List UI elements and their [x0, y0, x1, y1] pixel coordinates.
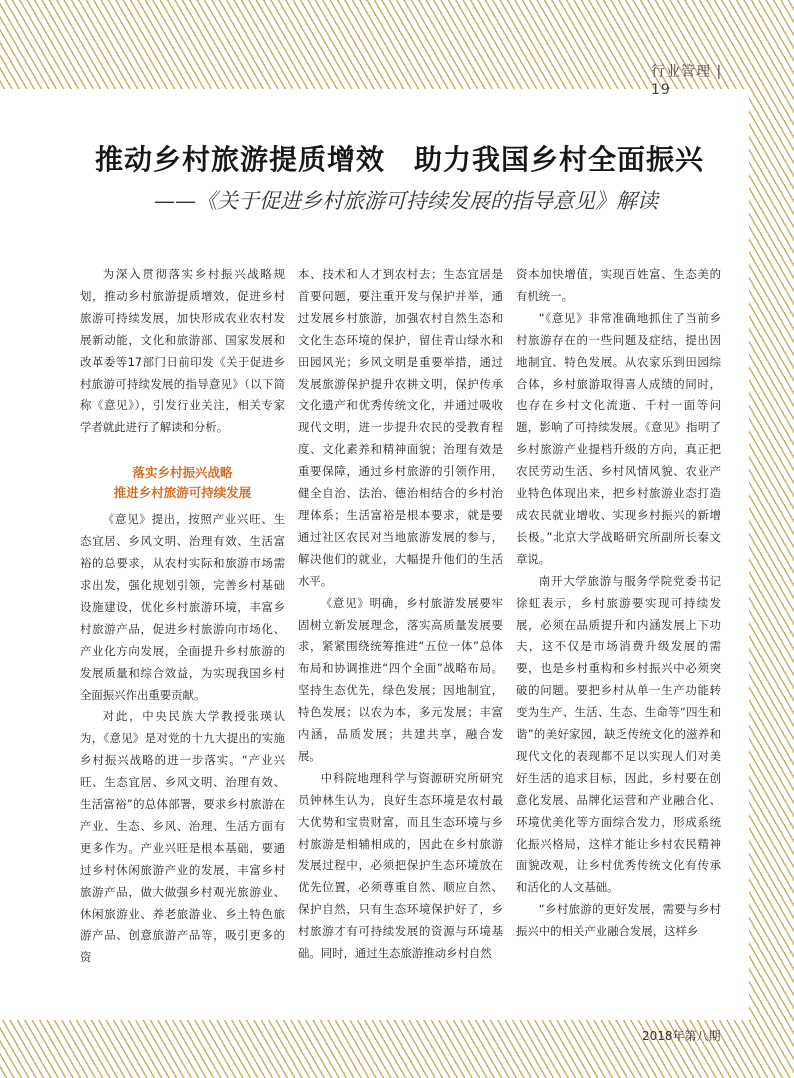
page-header: 行业管理 | 19	[651, 64, 723, 98]
section-heading-line: 推进乡村旅游可持续发展	[113, 485, 252, 501]
section-heading	[80, 463, 285, 503]
paragraph: 中科院地理科学与资源研究所研究员钟林生认为，良好生态环境是农村最大优势和宝贵财富，而且生态环境与乡村旅游是相辅相成的，因此在乡村旅游发展过程中，必须把保护生态环境放在优先位置，必须尊重自然、顺应自然、保护自然，只有生态环境保护好了，乡村旅游才有可持续发展的资源与环境基础。同时，通过生态旅游推动乡村自然	[298, 770, 503, 961]
issue-label: 2018年第八期	[642, 1029, 721, 1043]
paragraph: 《意见》提出，按照产业兴旺、生态宜居、乡风文明、治理有效、生活富裕的总要求，从农村实际和旅游市场需求出发，强化规划引领，完善乡村基础设施建设，优化乡村旅游环境，丰富乡村旅游产品，促进乡村旅游向市场化、产业化方向发展，全面提升乡村旅游的发展质量和综合效益，为实现我国乡村全面振兴作出重要贡献。	[80, 512, 285, 702]
article-subtitle: ——《关于促进乡村旅游可持续发展的指导意见》解读	[154, 189, 658, 213]
paragraph: 资本加快增值，实现百姓富、生态美的有机统一。	[516, 267, 721, 303]
article-title: 推动乡村旅游提质增效 助力我国乡村全面振兴	[95, 143, 705, 176]
paragraph: 本、技术和人才到农村去；生态宜居是首要问题，要注重开发与保护并举，通过发展乡村旅游，加强农村自然生态和文化生态环境的保护，留住青山绿水和田园风光；乡风文明是重要举措，通过发展旅游保护提升农耕文明，保护传承文化遗产和优秀传统文化，并通过吸收现代文明，进一步提升农民的受教育程度、文化素养和精神面貌；治理有效是重要保障，通过乡村旅游的引领作用，健全自治、法治、德治相结合的乡村治理体系；生活富裕是根本要求，就是要通过社区农民对当地旅游发展的参与，解决他们的就业，大幅提升他们的生活水平。	[298, 267, 503, 588]
text-column-3	[516, 264, 721, 943]
paragraph: 《意见》明确，乡村旅游发展要牢固树立新发展理念，落实高质量发展要求，紧紧围绕统筹推进“五位一体”总体布局和协调推进“四个全面”战略布局。坚持生态优先，绿色发展；因地制宜，特色发展；以农为本，多元发展；丰富内涵，品质发展；共建共享，融合发展。	[298, 595, 503, 763]
paragraph: 为深入贯彻落实乡村振兴战略规划，推动乡村旅游提质增效，促进乡村旅游可持续发展，加快形成农业农村发展新动能，文化和旅游部、国家发展和改革委等17部门日前印发《关于促进乡村旅游可持续发展的指导意见》（以下简称《意见》），引发行业关注，相关专家学者就此进行了解读和分析。	[80, 267, 285, 435]
paragraph: 南开大学旅游与服务学院党委书记徐虹表示，乡村旅游要实现可持续发展，必须在品质提升和内涵发展上下功夫，这不仅是市场消费升级发展的需要，也是乡村重构和乡村振兴中必须突破的问题。要把乡村从单一生产功能转变为生产、生活、生态、生命等“四生和谐”的美好家园，缺乏传统文化的滋养和现代文化的表现都不足以实现人们对美好生活的追求目标，因此，乡村要在创意化发展、品牌化运营和产业融合化、环境优美化等方面综合发力，形成系统化振兴格局，这样才能让乡村农民精神面貌改观，让乡村优秀传统文化有传承和活化的人文基础。	[516, 573, 721, 895]
section-heading-line: 落实乡村振兴战略	[132, 465, 233, 481]
paragraph: “乡村旅游的更好发展，需要与乡村振兴中的相关产业融合发展，这样乡	[516, 902, 721, 939]
paragraph: 对此，中央民族大学教授张瑛认为，《意见》是对党的十九大提出的实施乡村振兴战略的进一步落实。“产业兴旺、生态宜居、乡风文明、治理有效、生活富裕”的总体部署，要求乡村旅游在产业、生态、乡风、治理、生活方面有更多作为。产业兴旺是根本基础，要通过乡村休闲旅游产业的发展，丰富乡村旅游产品，做大做强乡村观光旅游业、休闲旅游业、养老旅游业、乡土特色旅游产品、创意旅游产品等，吸引更多的资	[80, 709, 285, 965]
paragraph: “《意见》非常准确地抓住了当前乡村旅游存在的一些问题及症结，提出因地制宜、特色发展。从农家乐到田园综合体，乡村旅游取得喜人成绩的同时，也存在乡村文化流逝、千村一面等问题，影响了可持续发展。《意见》指明了乡村旅游产业提档升级的方向，真正把农民劳动生活、乡村风情风貌、农业产业特色体现出来，把乡村旅游业态打造成农民就业增收、实现乡村振兴的新增长极。”北京大学战略研究所副所长秦文章说。	[516, 310, 721, 566]
text-column-1	[80, 264, 285, 969]
text-column-2	[298, 264, 503, 965]
